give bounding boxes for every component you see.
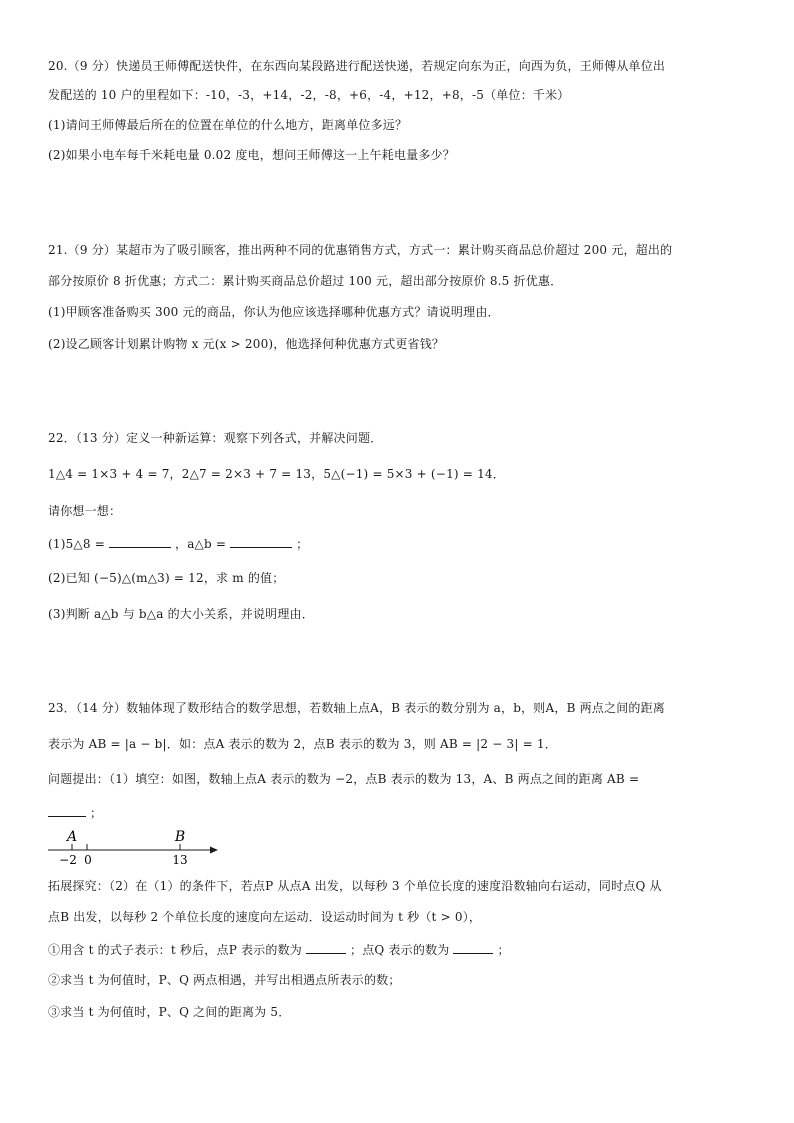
answer-blank-ab[interactable] — [48, 804, 86, 817]
answer-blank-2[interactable] — [230, 535, 292, 548]
q22-part2: (2)已知 (−5)△(m△3) = 12，求 m 的值； — [48, 571, 285, 585]
tick-label-b: 13 — [172, 853, 188, 867]
tick-label-a: −2 — [59, 853, 77, 867]
q20-line1: 20.（9 分）快递员王师傅配送快件，在东西向某段路进行配送快递，若规定向东为正，向西为负，王师傅从单位出 — [48, 59, 666, 73]
q21-line1: 21.（9 分）某超市为了吸引顾客，推出两种不同的优惠销售方式，方式一：累计购买商品总价超过 200 元，超出的 — [48, 243, 673, 257]
q23-line3: 问题提出：（1）填空：如图，数轴上点A 表示的数为 −2，点B 表示的数为 13，A、B 两点之间的距离 AB = — [48, 772, 640, 786]
q23-sub2: ②求当 t 为何值时，P、Q 两点相遇，并写出相遇点所表示的数； — [48, 973, 401, 987]
q22-part1 — [48, 535, 748, 552]
q22-examples: 1△4 = 1×3 + 4 = 7，2△7 = 2×3 + 7 = 13，5△(−1) = 5×3 + (−1) = 14． — [48, 467, 505, 481]
q23-line5: 拓展探究：（2）在（1）的条件下，若点P 从点A 出发，以每秒 3 个单位长度的速度沿数轴向右运动，同时点Q 从 — [48, 879, 662, 893]
tick-label-zero: 0 — [84, 853, 92, 867]
q23-line1: 23．（14 分）数轴体现了数形结合的数学思想，若数轴上点A，B 表示的数分别为 a，b，则A，B 两点之间的距离 — [48, 701, 666, 715]
q23-line2: 表示为 AB = |a − b|．如：点A 表示的数为 2，点B 表示的数为 3，则 AB = |2 − 3| = 1． — [48, 737, 557, 751]
q23-line4 — [48, 804, 748, 821]
q20-part2: (2)如果小电车每千米耗电量 0.02 度电，想问王师傅这一上午耗电量多少？ — [48, 148, 455, 162]
q23-sub1-c: ； — [497, 943, 510, 957]
number-line-figure — [44, 826, 224, 872]
q23-sub1-b: ；点Q 表示的数为 — [350, 943, 450, 957]
q21-line2: 部分按原价 8 折优惠；方式二：累计购买商品总价超过 100 元，超出部分按原价 8.5 折优惠． — [48, 274, 563, 288]
q23-line4-end: ； — [90, 806, 103, 820]
q23-sub1-a: ①用含 t 的式子表示：t 秒后，点P 表示的数为 — [48, 943, 302, 957]
q22-prompt: 请你想一想： — [48, 504, 122, 518]
axis-arrow-icon — [210, 847, 218, 854]
q23-sub3: ③求当 t 为何值时，P、Q 之间的距离为 5． — [48, 1005, 291, 1019]
q23-sub1 — [48, 941, 748, 958]
point-a-label: A — [66, 829, 78, 845]
q22-part3: (3)判断 a△b 与 b△a 的大小关系，并说明理由． — [48, 607, 314, 621]
q22-part1-b: ，a△b = — [175, 537, 227, 551]
q22-part1-a: (1)5△8 = — [48, 537, 105, 551]
q20-part1: (1)请问王师傅最后所在的位置在单位的什么地方，距离单位多远？ — [48, 118, 408, 132]
q22-part1-c: ； — [296, 537, 309, 551]
point-b-label: B — [174, 829, 186, 845]
q22-line1: 22．（13 分）定义一种新运算：观察下列各式，并解决问题． — [48, 431, 383, 445]
q21-part2: (2)设乙顾客计划累计购物 x 元(x > 200)，他选择何种优惠方式更省钱？ — [48, 337, 445, 351]
q21-part1: (1)甲顾客准备购买 300 元的商品，你认为他应该选择哪种优惠方式？请说明理由． — [48, 305, 500, 319]
answer-blank-q[interactable] — [453, 941, 493, 954]
q23-line6: 点B 出发，以每秒 2 个单位长度的速度向左运动．设运动时间为 t 秒（t > 0）， — [48, 910, 482, 924]
answer-blank-1[interactable] — [109, 535, 171, 548]
answer-blank-p[interactable] — [306, 941, 346, 954]
q20-line2: 发配送的 10 户的里程如下：-10，-3，+14，-2，-8，+6，-4，+12，+8，-5（单位：千米） — [48, 88, 570, 102]
